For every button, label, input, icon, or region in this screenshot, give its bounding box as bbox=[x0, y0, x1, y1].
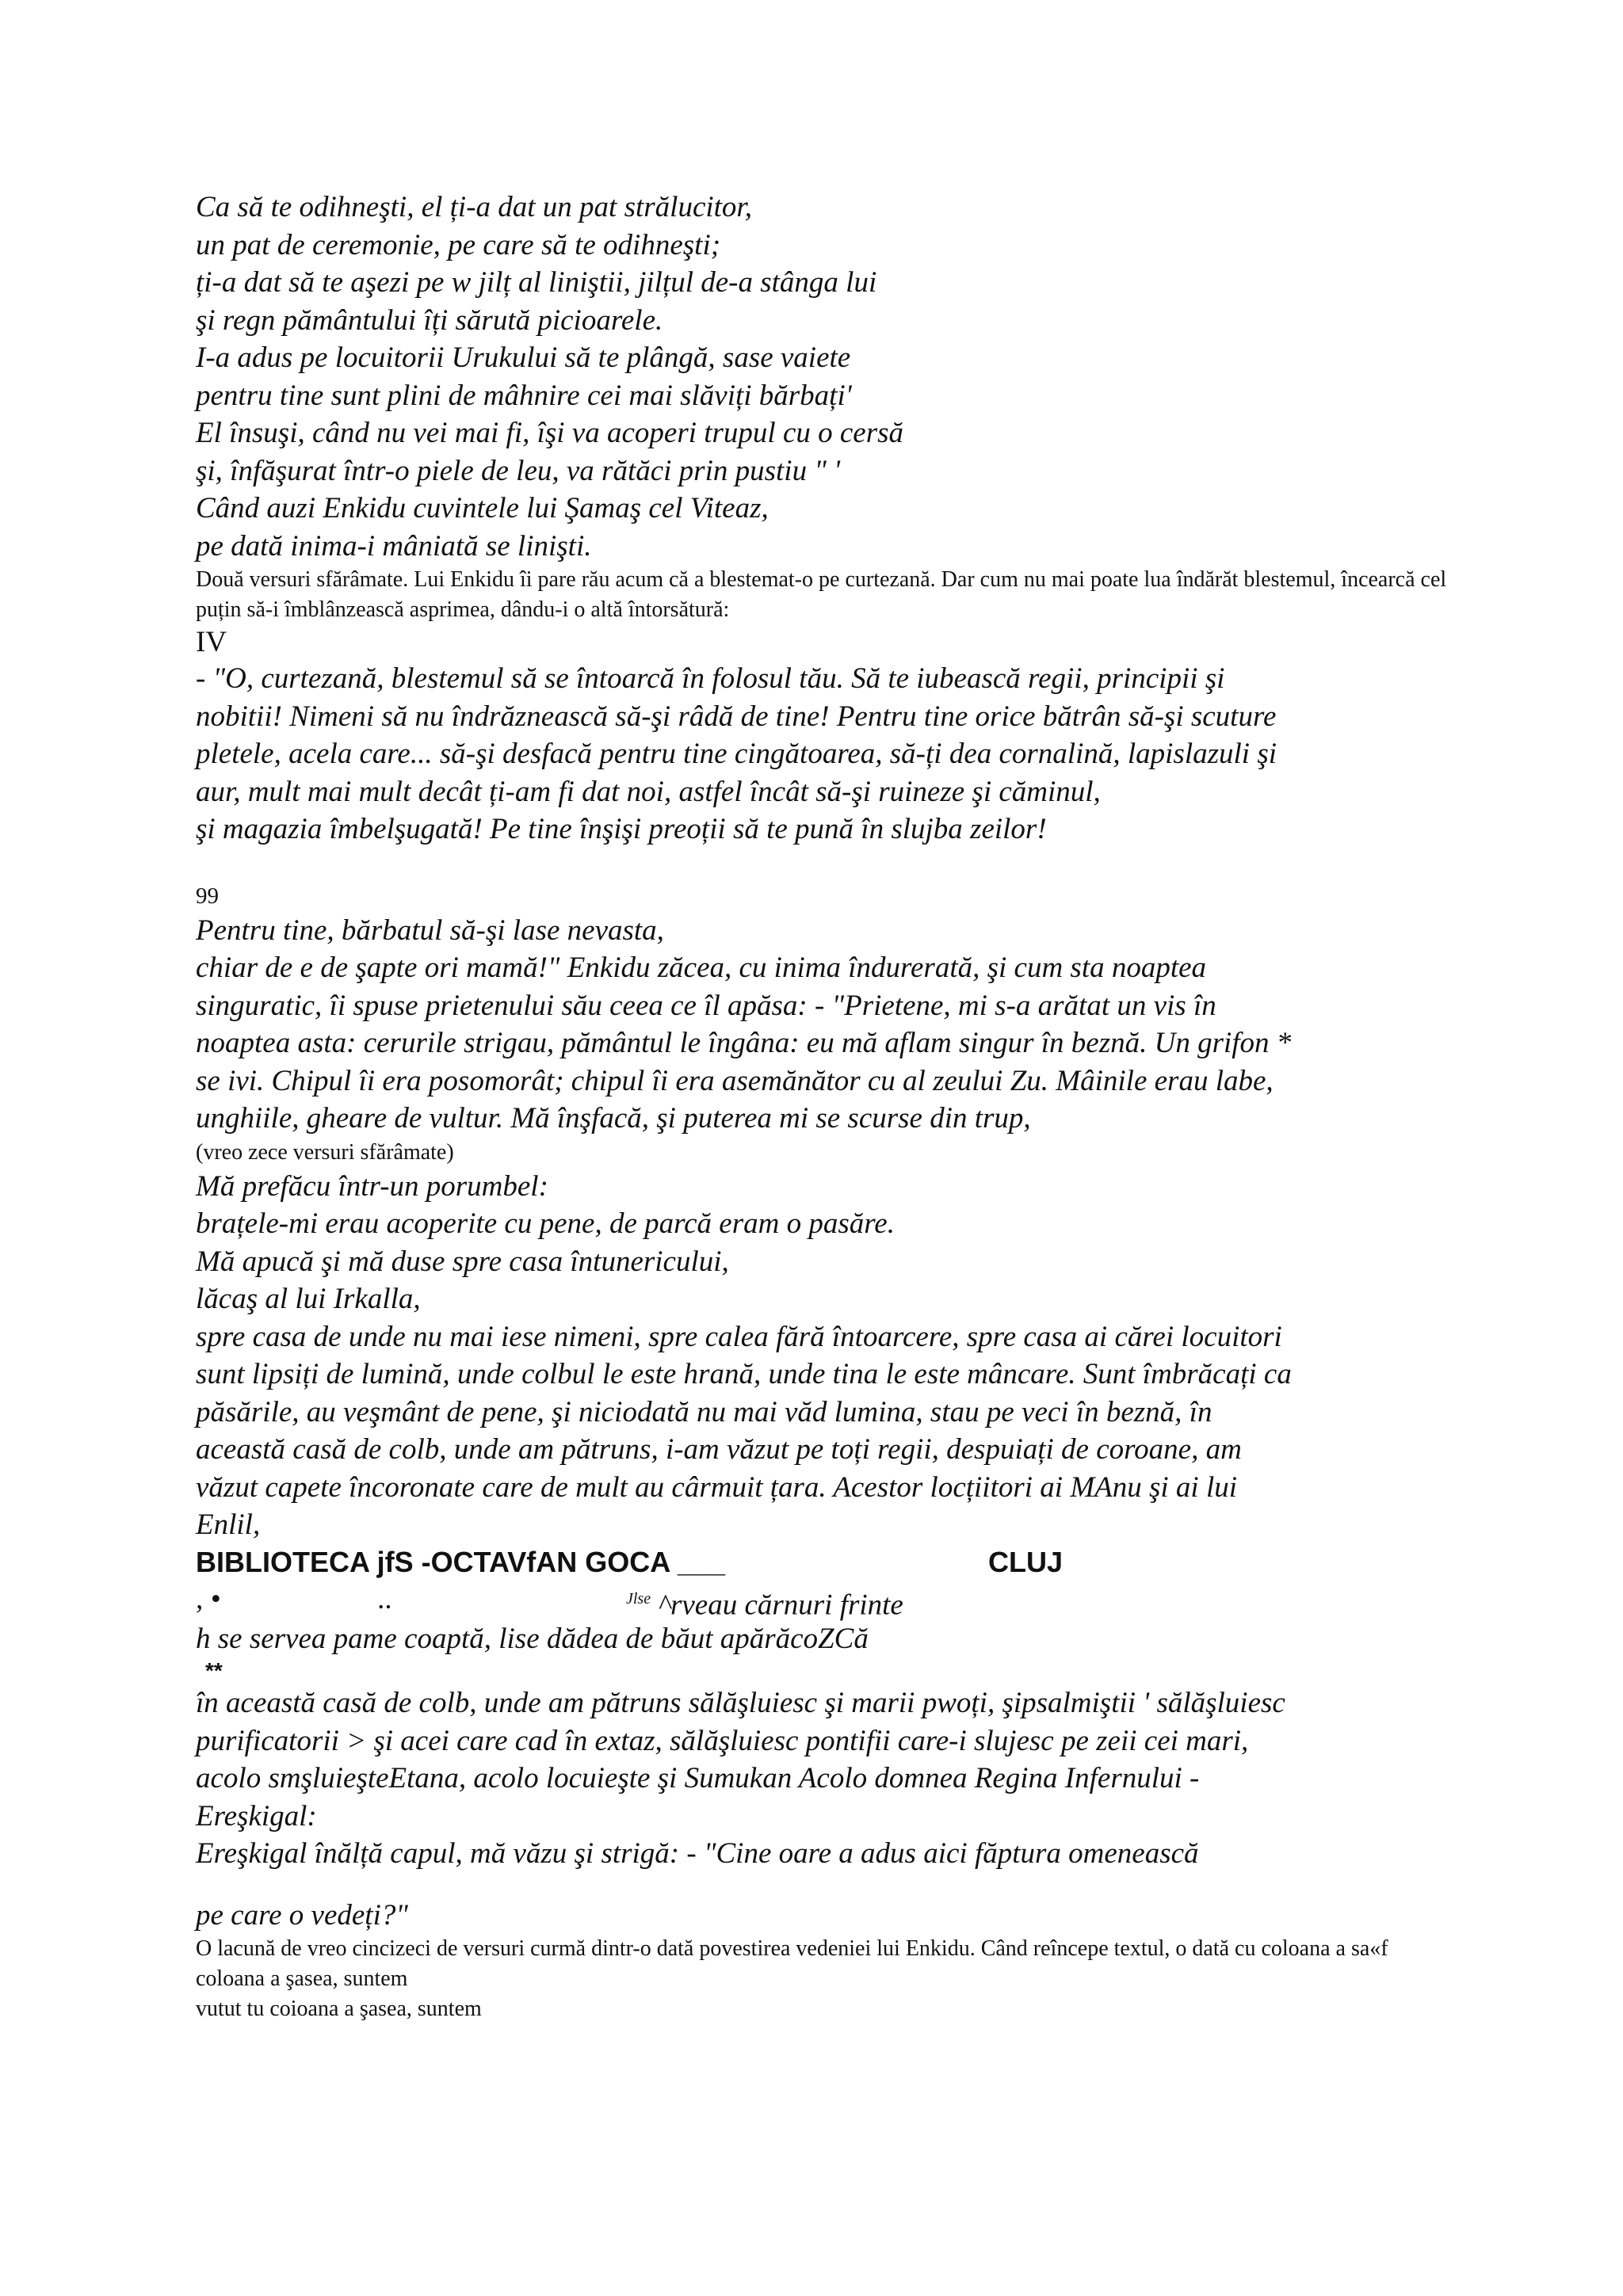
editorial-note: vutut tu coioana a şasea, suntem bbox=[196, 1997, 482, 2021]
verse-line: în această casă de colb, unde am pătruns sălăşluiesc şi marii pwoți, şipsalmiştii ' sălăşluiesc bbox=[196, 1687, 1285, 1719]
verse-line: singuratic, îi spuse prietenului său ceea ce îl apăsa: - "Prietene, mi s-a arătat un vis în bbox=[196, 989, 1216, 1022]
ocr-fragment: .. bbox=[378, 1582, 393, 1615]
verse-line: păsările, au veşmânt de pene, şi niciodată nu mai văd lumina, stau pe veci în beznă, în bbox=[196, 1395, 1212, 1428]
verse-line: se ivi. Chipul îi era posomorât; chipul îi era asemănător cu al zeului Zu. Mâinile erau labe, bbox=[196, 1064, 1274, 1097]
verse-line: văzut capete încoronate care de mult au cârmuit țara. Acestor locțiitori ai MAnu şi ai lui bbox=[196, 1470, 1238, 1504]
editorial-note: O lacună de vreo cincizeci de versuri curmă dintr-o dată povestirea vedeniei lui Enkidu. Când reîncepe textul, o dată cu coloana a sa«f bbox=[196, 1936, 1388, 1961]
ocr-mark: ** bbox=[205, 1658, 223, 1683]
verse-line: Mă apucă şi mă duse spre casa întunericului, bbox=[196, 1245, 729, 1278]
verse-line: un pat de ceremonie, pe care să te odihneşti; bbox=[196, 228, 721, 261]
verse-line: Ereşkigal înălță capul, mă văzu şi strigă: - "Cine oare a adus aici făptura omenească bbox=[196, 1837, 1199, 1870]
verse-line: brațele-mi erau acoperite cu pene, de parcă eram o pasăre. bbox=[196, 1207, 895, 1240]
editorial-note: Două versuri sfărâmate. Lui Enkidu îi pare rău acum că a blestemat-o pe curtezană. Dar cum nu mai poate lua îndărăt blestemul, încearcă cel puțin să-i îmblânzească asprimea, dându-i o altă întorsătură: bbox=[196, 567, 1447, 622]
verse-line: - "O, curtezană, blestemul să se întoarcă în folosul tău. Să te iubească regii, principii şi bbox=[196, 662, 1225, 695]
editorial-note-final bbox=[196, 1934, 1464, 2024]
verse-line: h se servea pame coaptă, lise dădea de băut apărăcoZCă bbox=[196, 1622, 869, 1655]
verse-block-1 bbox=[196, 189, 1464, 565]
verse-line: chiar de e de şapte ori mamă!" Enkidu zăcea, cu inima îndurerată, şi cum sta noaptea bbox=[196, 952, 1207, 984]
verse-block-4 bbox=[196, 1168, 1464, 1544]
verse-line: purificatorii > şi acei care cad în extaz, sălăşluiesc pontifii care-i slujesc pe zeii cei mari, bbox=[196, 1724, 1249, 1757]
verse-line: El însuşi, când nu vei mai fi, îşi va acoperi trupul cu o cersă bbox=[196, 417, 904, 449]
page-number: 99 bbox=[196, 883, 219, 909]
editorial-note: (vreo zece versuri sfărâmate) bbox=[196, 1139, 454, 1165]
verse-line: Mă prefăcu într-un porumbel: bbox=[196, 1169, 548, 1203]
verse-line: pe dată inima-i mâniată se linişti. bbox=[196, 529, 592, 563]
library-stamp-text: BIBLIOTECA jfS -OCTAVfAN GOCA ___ bbox=[196, 1545, 726, 1578]
verse-line: ți-a dat să te aşezi pe w jilț al liniştii, jilțul de-a stânga lui bbox=[196, 266, 877, 299]
ocr-fragment: ^rveau cărnuri frinte bbox=[658, 1588, 903, 1621]
library-stamp bbox=[196, 1544, 1464, 1581]
verse-line: Ca să te odihneşti, el ți-a dat un pat strălucitor, bbox=[196, 191, 752, 223]
verse-line: Pentru tine, bărbatul să-şi lase nevasta, bbox=[196, 913, 664, 947]
editorial-note: coloana a şasea, suntem bbox=[196, 1966, 408, 1991]
verse-block-5 bbox=[196, 1684, 1464, 1873]
ocr-superscript: Jlse bbox=[626, 1589, 651, 1608]
verse-line: pe care o vedeți?" bbox=[196, 1898, 408, 1932]
verse-line: I-a adus pe locuitorii Urukului să te plângă, sase vaiete bbox=[196, 341, 851, 374]
verse-line: această casă de colb, unde am pătruns, i-am văzut pe toți regii, despuiați de coroane, am bbox=[196, 1433, 1242, 1466]
verse-line: noaptea asta: cerurile strigau, pământul le îngâna: eu mă aflam singur în beznă. Un grifon * bbox=[196, 1027, 1292, 1059]
verse-line: unghiile, gheare de vultur. Mă înşfacă, şi puterea mi se scurse din trup, bbox=[196, 1102, 1031, 1135]
document-page bbox=[196, 189, 1464, 2024]
section-heading: IV bbox=[196, 626, 227, 658]
verse-line: Enlil, bbox=[196, 1508, 261, 1541]
verse-line: sunt lipsiți de lumină, unde colbul le este hrană, unde tina le este mâncare. Sunt îmbrăcați ca bbox=[196, 1358, 1292, 1390]
verse-line: spre casa de unde nu mai iese nimeni, spre calea fără întoarcere, spre casa ai cărei locuitori bbox=[196, 1320, 1282, 1353]
verse-line: aur, mult mai mult decât ți-am fi dat noi, astfel încât să-şi ruineze şi căminul, bbox=[196, 775, 1101, 808]
verse-block-2 bbox=[196, 660, 1464, 849]
verse-line: lăcaş al lui Irkalla, bbox=[196, 1283, 421, 1315]
ocr-fragment: , • bbox=[196, 1582, 221, 1615]
verse-line: Când auzi Enkidu cuvintele lui Şamaş cel Viteaz, bbox=[196, 492, 769, 524]
verse-line: Ereşkigal: bbox=[196, 1799, 317, 1833]
verse-block-3 bbox=[196, 912, 1464, 1138]
ocr-fragment-line bbox=[196, 1581, 1464, 1620]
verse-line: şi, înfăşurat într-o piele de leu, va rătăci prin pustiu " ' bbox=[196, 454, 841, 487]
verse-line: şi regn pământului îți sărută picioarele. bbox=[196, 303, 663, 337]
library-stamp-city: CLUJ bbox=[988, 1545, 1064, 1578]
verse-line: pentru tine sunt plini de mâhnire cei mai slăviți bărbați' bbox=[196, 379, 852, 412]
verse-line: nobitii! Nimeni să nu îndrăznească să-şi râdă de tine! Pentru tine orice bătrân să-şi scuture bbox=[196, 700, 1277, 733]
verse-line: şi magazia îmbelşugată! Pe tine înşişi preoții să te pună în slujba zeilor! bbox=[196, 813, 1047, 845]
ocr-fragment-group bbox=[626, 1581, 903, 1624]
verse-line: pletele, acela care... să-şi desfacă pentru tine cingătoarea, să-ți dea cornalină, lapislazuli şi bbox=[196, 738, 1277, 770]
verse-line: acolo smşluieşteEtana, acolo locuieşte şi Sumukan Acolo domnea Regina Infernului - bbox=[196, 1762, 1200, 1794]
